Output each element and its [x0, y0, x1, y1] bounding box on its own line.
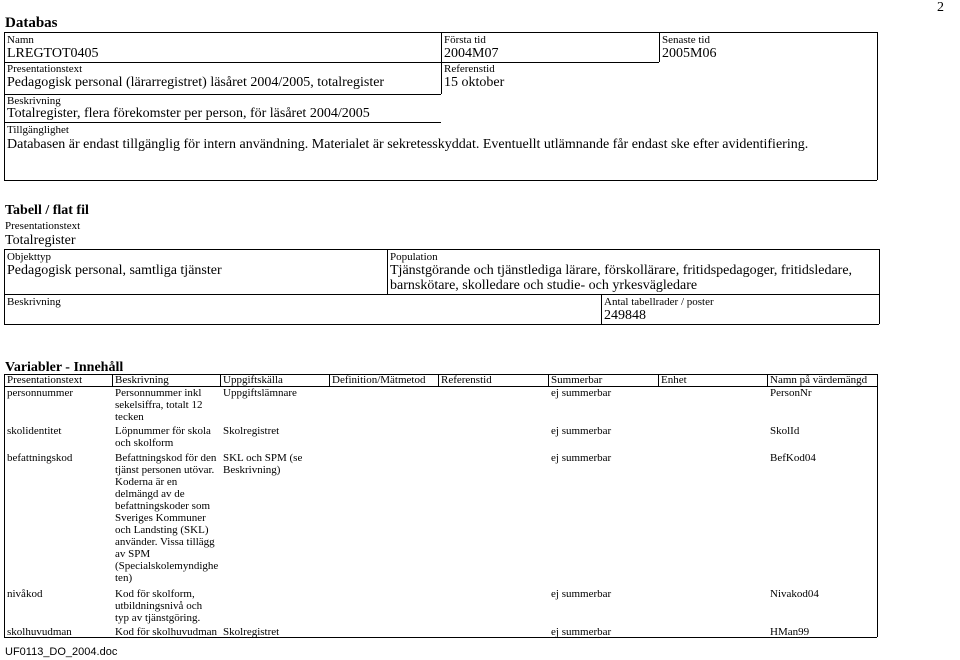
cell-valueset: PersonNr: [770, 387, 812, 399]
cell-presentation: befattningskod: [7, 452, 73, 464]
footer-filename: UF0113_DO_2004.doc: [5, 646, 118, 658]
population-line1: Tjänstgörande och tjänstlediga lärare, förskollärare, fritidspedagoger, fritidsledare,: [390, 263, 853, 278]
tb-presentation-value: Totalregister: [5, 233, 76, 248]
column-header: Enhet: [661, 374, 687, 386]
page-number: 2: [937, 0, 944, 15]
cell-presentation: personnummer: [7, 387, 73, 399]
first-time-value: 2004M07: [444, 46, 499, 61]
cell-presentation: nivåkod: [7, 588, 43, 600]
cell-valueset: SkolId: [770, 425, 800, 437]
first-time-label: Första tid: [444, 34, 486, 46]
cell-description: Kod för skolhuvudman: [115, 626, 218, 638]
cell-description: och Landsting (SKL): [115, 524, 209, 536]
cell-source: Skolregistret: [223, 425, 280, 437]
tb-description-label: Beskrivning: [7, 296, 61, 308]
cell-description: Kod för skolform,: [115, 588, 195, 600]
column-header: Uppgiftskälla: [223, 374, 283, 386]
cell-summable: ej summerbar: [551, 452, 612, 464]
cell-summable: ej summerbar: [551, 626, 612, 638]
cell-summable: ej summerbar: [551, 588, 612, 600]
cell-source: SKL och SPM (se: [223, 452, 303, 464]
object-value: Pedagogisk personal, samtliga tjänster: [7, 263, 222, 278]
cell-description: Befattningskod för den: [115, 452, 217, 464]
object-label: Objekttyp: [7, 251, 51, 263]
access-value: Databasen är endast tillgänglig för intern användning. Materialet är sekretesskyddat. Eventuellt utlämnande får endast ske efter avidentifiering.: [7, 137, 809, 152]
column-header: Definition/Mätmetod: [332, 374, 426, 386]
name-label: Namn: [7, 34, 34, 46]
rows-value: 249848: [604, 308, 646, 323]
cell-source: Uppgiftslämnare: [223, 387, 297, 399]
cell-description: använder. Vissa tillägg: [115, 536, 215, 548]
cell-description: befattningskoder som: [115, 500, 211, 512]
column-header: Beskrivning: [115, 374, 169, 386]
db-description-label: Beskrivning: [7, 95, 61, 107]
column-header: Presentationstext: [7, 374, 83, 386]
cell-description: ten): [115, 572, 133, 584]
cell-description: av SPM: [115, 548, 151, 560]
cell-description: Sveriges Kommuner: [115, 512, 206, 524]
db-description-value: Totalregister, flera förekomster per person, för läsåret 2004/2005: [7, 106, 370, 121]
population-label: Population: [390, 251, 438, 263]
cell-description: och skolform: [115, 437, 174, 449]
tb-presentation-label: Presentationstext: [5, 220, 81, 232]
column-header: Namn på värdemängd: [770, 374, 868, 386]
cell-source: Beskrivning): [223, 464, 281, 476]
cell-description: (Specialskolemyndighe: [115, 560, 219, 572]
cell-description: Löpnummer för skola: [115, 425, 211, 437]
cell-description: Personnummer inkl: [115, 387, 202, 399]
cell-summable: ej summerbar: [551, 425, 612, 437]
cell-description: Koderna är en: [115, 476, 178, 488]
cell-presentation: skolidentitet: [7, 425, 62, 437]
cell-description: sekelsiffra, totalt 12: [115, 399, 203, 411]
db-presentation-label: Presentationstext: [7, 63, 83, 75]
tabell-heading: Tabell / flat fil: [5, 203, 89, 218]
cell-description: tjänst personen utövar.: [115, 464, 215, 476]
population-line2: barnskötare, skolledare och studie- och yrkesvägledare: [390, 278, 698, 293]
reference-value: 15 oktober: [444, 75, 505, 90]
rows-label: Antal tabellrader / poster: [604, 296, 714, 308]
databas-heading: Databas: [5, 15, 58, 31]
cell-description: typ av tjänstgöring.: [115, 612, 201, 624]
db-presentation-value: Pedagogisk personal (lärarregistret) läsåret 2004/2005, totalregister: [7, 75, 385, 90]
cell-description: delmängd av de: [115, 488, 185, 500]
latest-time-value: 2005M06: [662, 46, 717, 61]
access-label: Tillgänglighet: [7, 124, 69, 136]
column-header: Summerbar: [551, 374, 603, 386]
column-header: Referenstid: [441, 374, 492, 386]
cell-source: Skolregistret: [223, 626, 280, 638]
cell-presentation: skolhuvudman: [7, 626, 72, 638]
cell-description: utbildningsnivå och: [115, 600, 203, 612]
cell-description: tecken: [115, 411, 144, 423]
cell-valueset: BefKod04: [770, 452, 816, 464]
reference-label: Referenstid: [444, 63, 495, 75]
cell-valueset: Nivakod04: [770, 588, 819, 600]
latest-time-label: Senaste tid: [662, 34, 710, 46]
cell-valueset: HMan99: [770, 626, 810, 638]
name-value: LREGTOT0405: [7, 46, 99, 61]
variabler-heading: Variabler - Innehåll: [5, 360, 124, 375]
cell-summable: ej summerbar: [551, 387, 612, 399]
